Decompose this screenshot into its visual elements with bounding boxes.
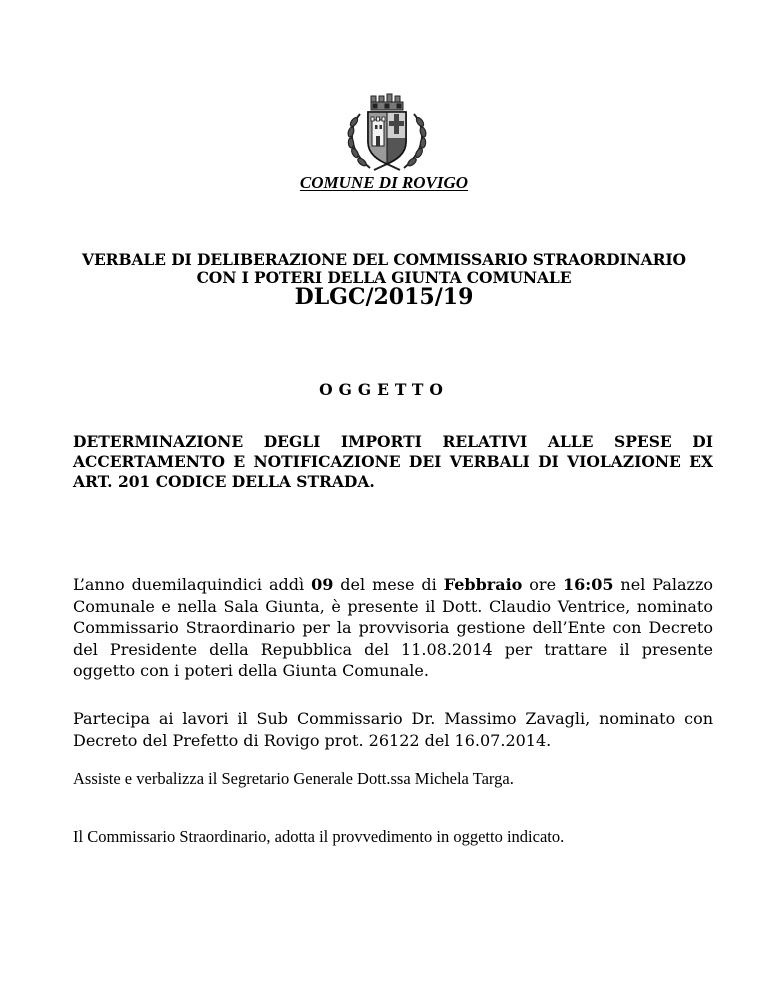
session-text-c: ore <box>522 575 564 594</box>
session-text-b: del mese di <box>333 575 444 594</box>
coat-of-arms-icon <box>340 92 434 176</box>
secretary-paragraph: Assiste e verbalizza il Segretario Generale Dott.ssa Michela Targa. <box>73 769 514 788</box>
decision-paragraph: Il Commissario Straordinario, adotta il provvedimento in oggetto indicato. <box>73 827 565 846</box>
session-time: 16:05 <box>563 575 614 594</box>
municipality-name <box>0 173 768 193</box>
subject-text: DETERMINAZIONE DEGLI IMPORTI RELATIVI ALLE SPESE DI ACCERTAMENTO E NOTIFICAZIONE DEI VERBALI DI VIOLAZIONE EX ART. 201 CODICE DELLA STRADA. <box>73 432 713 491</box>
subject-heading: OGGETTO <box>319 380 449 399</box>
sub-commissioner-paragraph: Partecipa ai lavori il Sub Commissario Dr. Massimo Zavagli, nominato con Decreto del Prefetto di Rovigo prot. 26122 del 16.07.2014. <box>73 709 713 750</box>
document-code: DLGC/2015/19 <box>294 284 474 310</box>
document-title-line-1: VERBALE DI DELIBERAZIONE DEL COMMISSARIO STRAORDINARIO <box>82 250 686 269</box>
municipality-name-text: COMUNE DI ROVIGO <box>299 173 469 192</box>
session-day: 09 <box>311 575 334 594</box>
session-text-a: L’anno duemilaquindici addì <box>73 575 312 594</box>
session-text-d: nel Palazzo Comunale e nella Sala Giunta, è presente il Dott. Claudio Ventrice, nominato Commissario Straordinario per la provvisoria gestione dell’Ente con Decreto del Presidente della Repubblica del 11.08.2014 per trattare il presente oggetto con i poteri della Giunta Comunale. <box>73 575 714 680</box>
session-paragraph <box>73 574 713 682</box>
session-month: Febbraio <box>443 575 523 594</box>
document-title-line-2: CON I POTERI DELLA GIUNTA COMUNALE <box>196 268 572 287</box>
